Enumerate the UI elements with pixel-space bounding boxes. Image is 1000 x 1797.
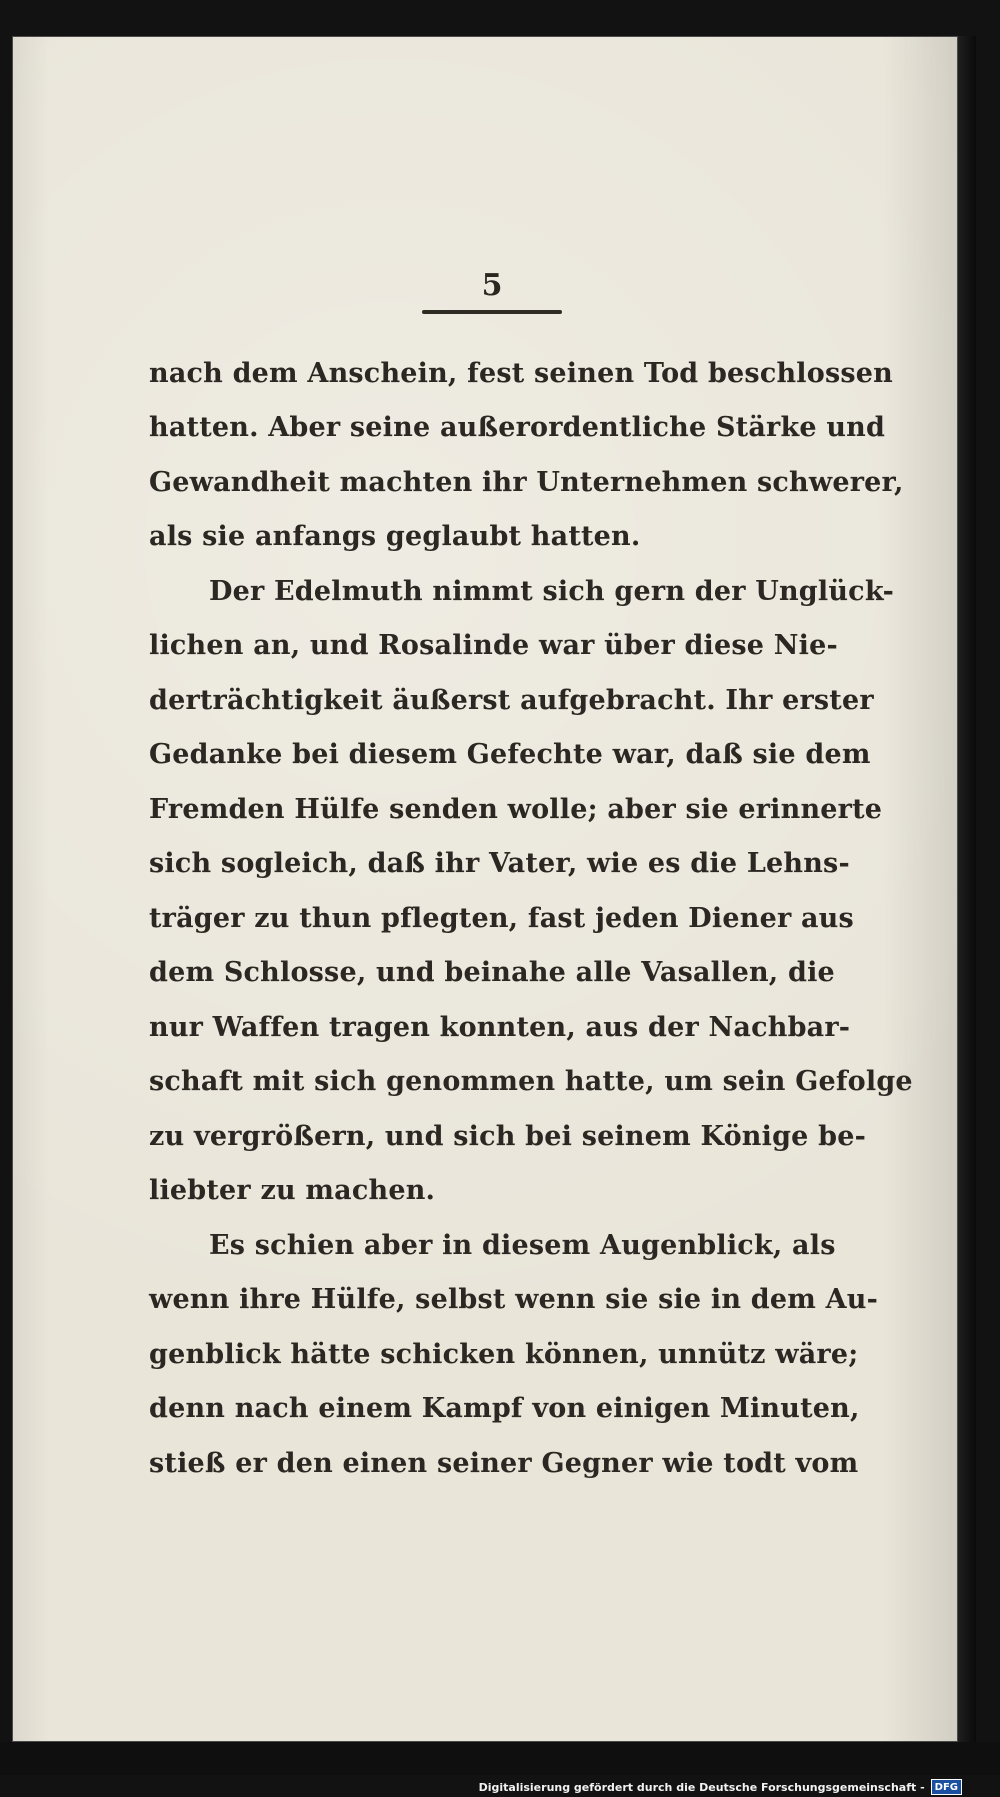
text-line: nur Waffen tragen konnten, aus der Nachbar- bbox=[149, 1011, 851, 1043]
text-line: Es schien aber in diesem Augenblick, als bbox=[209, 1229, 836, 1261]
text-line: schaft mit sich genommen hatte, um sein Gefolge bbox=[149, 1066, 913, 1098]
text-line: liebter zu machen. bbox=[149, 1175, 436, 1207]
dfg-logo: DFG bbox=[931, 1779, 962, 1795]
text-line: stieß er den einen seiner Gegner wie todt vom bbox=[149, 1447, 859, 1479]
page-edge-shadow bbox=[958, 36, 976, 1742]
credit-text: Digitalisierung gefördert durch die Deutsche Forschungsgemeinschaft - bbox=[478, 1780, 925, 1794]
text-line: denn nach einem Kampf von einigen Minuten, bbox=[149, 1393, 860, 1425]
text-line: Fremden Hülfe senden wolle; aber sie erinnerte bbox=[149, 793, 883, 825]
body-text bbox=[149, 346, 913, 1491]
text-line: derträchtigkeit äußerst aufgebracht. Ihr erster bbox=[149, 684, 874, 716]
text-line: hatten. Aber seine außerordentliche Stärke und bbox=[149, 412, 886, 444]
text-line: Gewandheit machten ihr Unternehmen schwerer, bbox=[149, 466, 904, 498]
text-line: träger zu thun pflegten, fast jeden Diener aus bbox=[149, 902, 854, 934]
page-number-rule bbox=[422, 310, 562, 314]
page-number: 5 bbox=[481, 268, 503, 303]
text-line: sich sogleich, daß ihr Vater, wie es die Lehns- bbox=[149, 848, 850, 880]
text-line: zu vergrößern, und sich bei seinem Könige be- bbox=[149, 1120, 866, 1152]
text-line: Gedanke bei diesem Gefechte war, daß sie dem bbox=[149, 739, 871, 771]
text-line: nach dem Anschein, fest seinen Tod beschlossen bbox=[149, 357, 893, 389]
digitization-credit bbox=[479, 1777, 962, 1797]
text-line: genblick hätte schicken können, unnütz wäre; bbox=[149, 1338, 859, 1370]
text-line: Der Edelmuth nimmt sich gern der Unglück- bbox=[209, 575, 895, 607]
text-line: dem Schlosse, und beinahe alle Vasallen, die bbox=[149, 957, 835, 989]
scan-bottom-band bbox=[0, 1742, 1000, 1775]
text-line: lichen an, und Rosalinde war über diese Nie- bbox=[149, 630, 838, 662]
book-page bbox=[12, 36, 958, 1742]
text-line: wenn ihre Hülfe, selbst wenn sie sie in dem Au- bbox=[149, 1284, 878, 1316]
text-line: als sie anfangs geglaubt hatten. bbox=[149, 521, 641, 553]
